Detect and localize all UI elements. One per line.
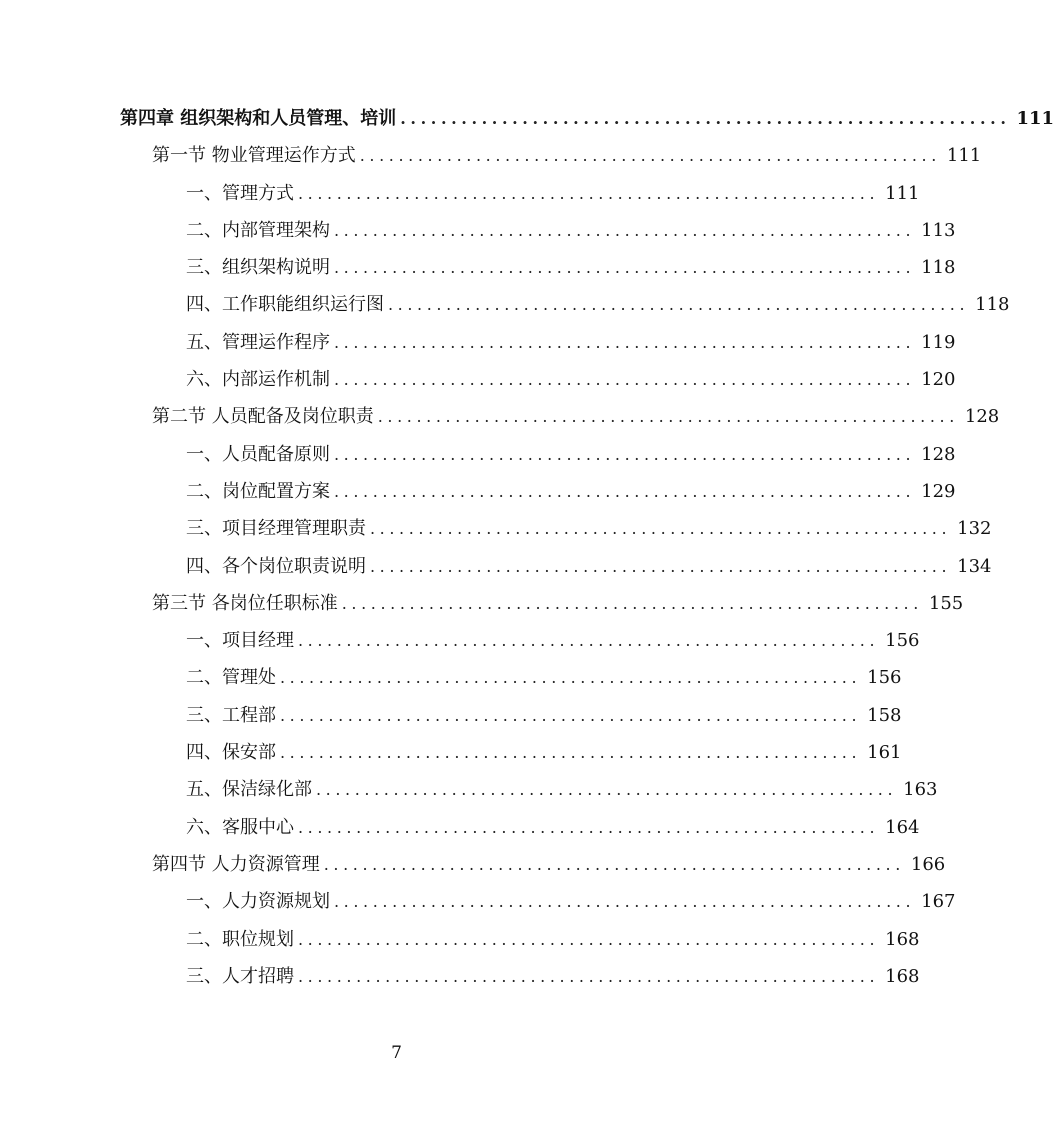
toc-entry-page: 118 [921, 257, 956, 279]
toc-leader-dots: ............................................................ [316, 780, 898, 800]
toc-leader-dots: ............................................................ [334, 481, 916, 501]
toc-leader-dots: ............................................................ [370, 519, 952, 539]
toc-entry-item[interactable] [186, 697, 902, 734]
toc-leader-dots: ............................................................ [298, 817, 880, 837]
toc-entry-title: 二、岗位配置方案 [186, 480, 330, 502]
toc-entry-item[interactable] [186, 175, 920, 212]
toc-entry-item[interactable] [186, 510, 992, 547]
toc-leader-dots: ............................................................ [280, 705, 862, 725]
toc-entry-page: 129 [921, 480, 956, 502]
toc-leader-dots: ............................................................ [334, 332, 916, 352]
toc-leader-dots: ............................................................ [370, 556, 952, 576]
toc-entry-title: 三、项目经理管理职责 [186, 518, 366, 540]
toc-entry-title: 一、人员配备原则 [186, 443, 330, 465]
toc-entry-section[interactable] [152, 585, 964, 622]
toc-entry-page: 128 [921, 443, 956, 465]
toc-leader-dots: ............................................................ [334, 892, 916, 912]
toc-leader-dots: ............................................................ [388, 295, 970, 315]
table-of-contents [0, 100, 1054, 995]
toc-entry-title: 三、工程部 [186, 704, 276, 726]
toc-entry-section[interactable] [152, 137, 982, 174]
toc-leader-dots: ............................................................ [359, 146, 941, 166]
toc-entry-item[interactable] [186, 809, 920, 846]
toc-entry-page: 168 [885, 928, 920, 950]
toc-entry-title: 二、内部管理架构 [186, 219, 330, 241]
toc-entry-page: 134 [957, 555, 992, 577]
toc-entry-item[interactable] [186, 659, 902, 696]
toc-leader-dots: ............................................................ [334, 220, 916, 240]
toc-entry-page: 132 [957, 518, 992, 540]
toc-leader-dots: ............................................................ [298, 966, 880, 986]
toc-entry-item[interactable] [186, 771, 938, 808]
toc-entry-item[interactable] [186, 622, 920, 659]
toc-leader-dots: ............................................................ [341, 593, 923, 613]
toc-entry-title: 第一节 物业管理运作方式 [152, 145, 356, 167]
toc-entry-title: 第四章 组织架构和人员管理、培训 [120, 108, 397, 129]
toc-entry-title: 六、内部运作机制 [186, 369, 330, 391]
toc-leader-dots: ............................................................ [377, 407, 959, 427]
toc-entry-page: 164 [885, 816, 920, 838]
toc-entry-page: 111 [946, 145, 982, 167]
toc-entry-title: 四、各个岗位职责说明 [186, 555, 366, 577]
toc-entry-title: 四、工作职能组织运行图 [186, 294, 384, 316]
toc-entry-title: 三、人才招聘 [186, 965, 294, 987]
toc-leader-dots: ............................................................ [280, 743, 862, 763]
toc-entry-item[interactable] [186, 883, 956, 920]
toc-entry-title: 第二节 人员配备及岗位职责 [152, 406, 374, 428]
toc-entry-title: 五、保洁绿化部 [186, 779, 312, 801]
toc-entry-page: 111 [1016, 108, 1054, 129]
toc-leader-dots: ............................................................ [334, 258, 916, 278]
toc-entry-page: 118 [975, 294, 1010, 316]
toc-entry-title: 二、管理处 [186, 667, 276, 689]
toc-entry-item[interactable] [186, 249, 956, 286]
toc-leader-dots: ............................................................ [334, 444, 916, 464]
toc-entry-item[interactable] [186, 436, 956, 473]
toc-entry-title: 五、管理运作程序 [186, 331, 330, 353]
toc-entry-page: 167 [921, 891, 956, 913]
toc-entry-section[interactable] [152, 398, 1000, 435]
toc-entry-title: 一、管理方式 [186, 182, 294, 204]
toc-entry-title: 二、职位规划 [186, 928, 294, 950]
toc-entry-item[interactable] [186, 548, 992, 585]
toc-entry-item[interactable] [186, 473, 956, 510]
toc-entry-page: 111 [885, 182, 920, 204]
toc-entry-title: 六、客服中心 [186, 816, 294, 838]
toc-entry-page: 158 [867, 704, 902, 726]
toc-leader-dots: ............................................................ [323, 854, 905, 874]
toc-entry-item[interactable] [186, 734, 902, 771]
toc-entry-title: 第三节 各岗位任职标准 [152, 592, 338, 614]
toc-entry-page: 156 [867, 667, 902, 689]
toc-leader-dots: ............................................................ [298, 929, 880, 949]
toc-entry-title: 四、保安部 [186, 742, 276, 764]
toc-leader-dots: ............................................................ [298, 631, 880, 651]
toc-entry-item[interactable] [186, 212, 956, 249]
toc-leader-dots: ............................................................ [400, 109, 1011, 128]
toc-entry-title: 第四节 人力资源管理 [152, 853, 320, 875]
toc-entry-title: 三、组织架构说明 [186, 257, 330, 279]
toc-entry-page: 119 [921, 331, 956, 353]
toc-entry-page: 161 [867, 742, 902, 764]
toc-entry-page: 163 [903, 779, 938, 801]
toc-entry-page: 120 [921, 369, 956, 391]
toc-entry-page: 155 [928, 592, 964, 614]
toc-entry-item[interactable] [186, 324, 956, 361]
toc-entry-title: 一、项目经理 [186, 630, 294, 652]
toc-leader-dots: ............................................................ [298, 183, 880, 203]
toc-entry-item[interactable] [186, 921, 920, 958]
page-number: 7 [391, 1043, 402, 1063]
toc-entry-page: 166 [910, 853, 946, 875]
toc-leader-dots: ............................................................ [334, 370, 916, 390]
toc-entry-page: 113 [921, 219, 956, 241]
toc-entry-item[interactable] [186, 361, 956, 398]
toc-entry-title: 一、人力资源规划 [186, 891, 330, 913]
toc-entry-page: 168 [885, 965, 920, 987]
toc-entry-page: 128 [964, 406, 1000, 428]
toc-entry-item[interactable] [186, 958, 920, 995]
toc-leader-dots: ............................................................ [280, 668, 862, 688]
toc-entry-item[interactable] [186, 286, 1010, 323]
toc-entry-chapter-4[interactable] [120, 100, 1054, 137]
toc-entry-page: 156 [885, 630, 920, 652]
toc-entry-section[interactable] [152, 846, 946, 883]
